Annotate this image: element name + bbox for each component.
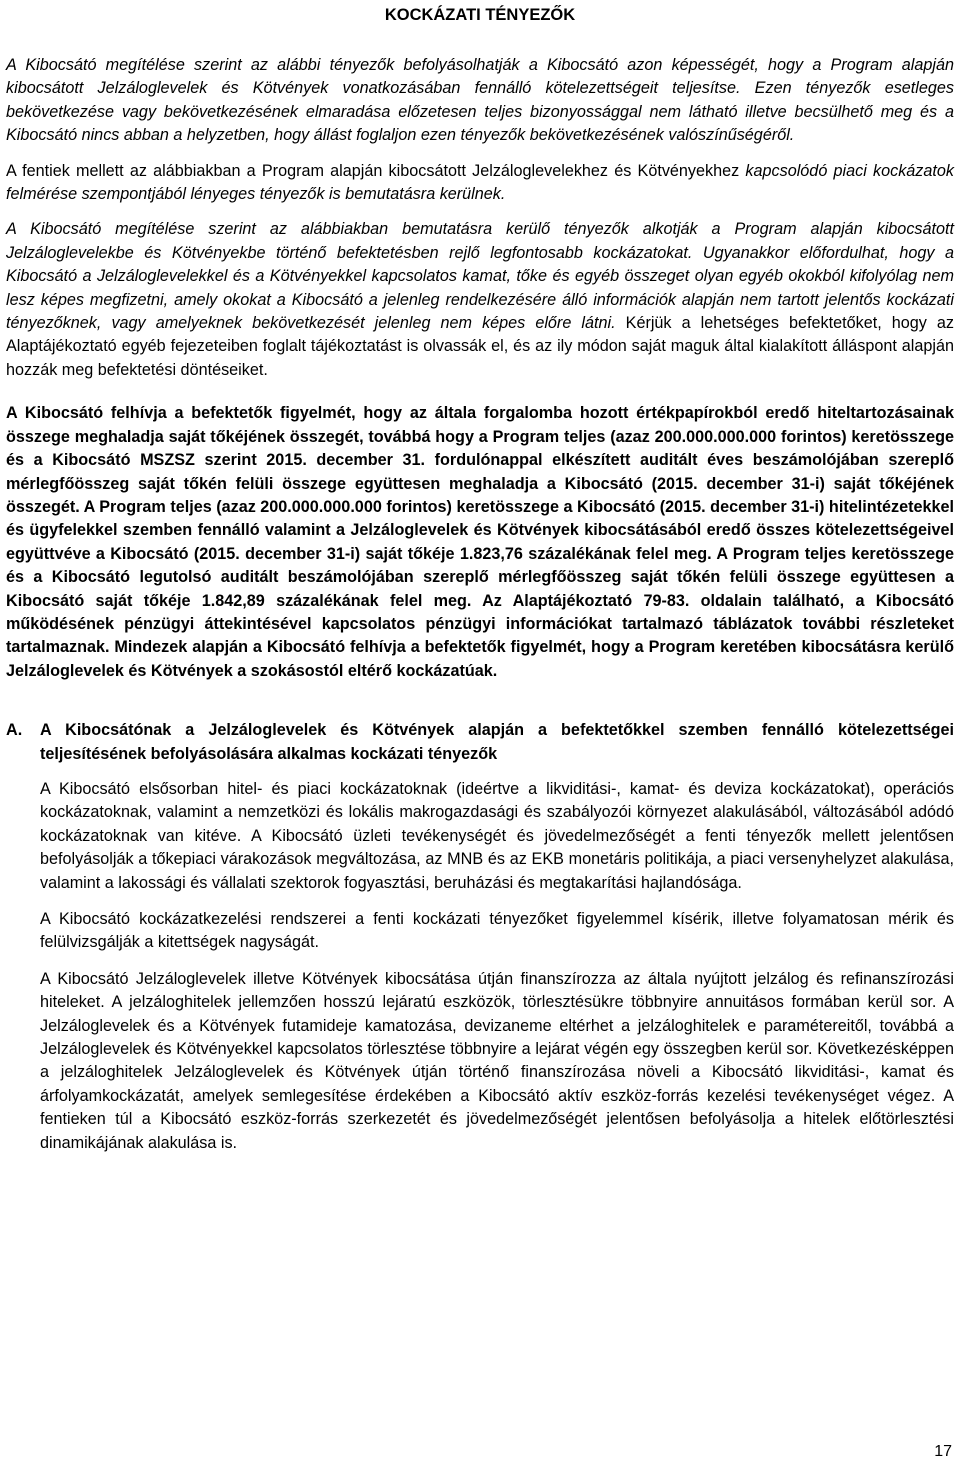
investor-warning-paragraph: A Kibocsátó felhívja a befektetők figyelmét, hogy az általa forgalomba hozott értékpapírokból eredő hiteltartozásainak összege meghaladja saját tőkéjének összegét, továbbá hogy a Program teljes (azaz 200.000.000.000 forintos) keretösszege és a Kibocsátó MSZSZ szerint 2015. december 31. fordulónappal elkészített auditált éves beszámolójában szereplő mérlegfőösszeg saját tőkén felüli összege együttesen meghaladja a Kibocsátó (2015. december 31-i) saját tőkéjének összegét. A Program teljes (azaz 200.000.000.000 forintos) keretösszege a Kibocsátó (2015. december 31-i) hitelintézetekkel és ügyfelekkel szemben fennálló valamint a Jelzáloglevelek és Kötvények kibocsátásából eredő összes kötelezettségeivel együttvéve a Kibocsátó (2015. december 31-i) saját tőkéje 1.823,76 százalékának felel meg. A Program teljes keretösszege és a Kibocsátó legutolsó auditált beszámolójában szereplő mérlegfőösszeg saját tőkén felüli összege együttesen a Kibocsátó saját tőkéje 1.842,89 százalékának felel meg. Az Alaptájékoztató 79-83. oldalain található, a Kibocsátó működésének pénzügyi áttekintésével kapcsolatos pénzügyi információkat tartalmazó táblázatok további részleteket tartalmaznak. Mindezek alapján a Kibocsátó felhívja a befektetők figyelmét, hogy a Program keretében kibocsátásra kerülő Jelzáloglevelek és Kötvények a szokásostól eltérő kockázatúak. xyxy=(6,404,954,680)
section-a-heading-text: A Kibocsátónak a Jelzáloglevelek és Kötvények alapján a befektetőkkel szemben fennálló kötelezettségei teljesítésének befolyásolására alkalmas kockázati tényezők xyxy=(40,721,954,763)
section-a-paragraph: A Kibocsátó elsősorban hitel- és piaci kockázatoknak (ideértve a likviditási-, kamat- és deviza kockázatokat), operációs kockázatoknak, valamint a nemzetközi és lokális makrogazdasági és szabályozói környezet alakulásából, változásából adódó kockázatoknak van kitéve. A Kibocsátó üzleti tevékenységét és jövedelmezőségét a fenti tényezők mellett jelentősen befolyásolják a tőkepiaci várakozások megváltozása, az MNB és az EKB monetáris politikája, a piaci versenyhelyzet alakulása, valamint a lakossági és vállalati szektorok fogyasztási, beruházási és megtakarítási hajlandósága. xyxy=(40,779,954,892)
key-risks-normal-text: Kérjük a lehetséges befektetőket, hogy az Alaptájékoztató egyéb fejezeteiben foglalt tájékoztatást is olvassák el, és az ily módon saját maguk által kialakított álláspont alapján hozzák meg befektetési döntéseiket. xyxy=(6,314,955,379)
section-a-letter: A. xyxy=(6,721,23,740)
intro-sentence-1: A Kibocsátó megítélése szerint az alábbi tényezők befolyásolhatják a Kibocsátó azon képességét, hogy a Program alapján kibocsátott Jelzáloglevelek és Kötvények vonatkozásában fennálló kötelezettségeit teljesítse. xyxy=(6,56,954,98)
key-risks-italic-text: A Kibocsátó megítélése szerint az alábbiakban bemutatásra kerülő tényezők alkotják a Program alapján kibocsátott Jelzáloglevelekbe és Kötvényekbe történő befektetésben rejlő legfontosabb kockázatokat. Ugyanakkor előfordulhat, hogy a Kibocsátó a Jelzáloglevelekkel és a Kötvényekkel kapcsolatos kamat, tőke és egyéb összeget olyan egyéb okokból kifolyólag nem lesz képes megfizetni, amely okokat a Kibocsátó a jelenleg rendelkezésére álló információk alapján nem tartott jelentős kockázati tényezőknek, vagy amelyeknek bekövetkezését jelenleg nem képes előre látni. xyxy=(6,220,954,333)
page-title: KOCKÁZATI TÉNYEZŐK xyxy=(384,6,576,24)
market-risk-normal-text: A fentiek mellett az alábbiakban a Program alapján kibocsátott Jelzáloglevelekhez és Kötvényekhez xyxy=(6,161,740,180)
section-a-heading xyxy=(6,719,954,766)
page-number: 17 xyxy=(934,1442,952,1460)
intro-sentence-2: Ezen tényezők esetleges bekövetkezése vagy bekövetkezésének elmaradása előzetesen teljes bizonyossággal nem látható illetve becsülhető meg és a Kibocsátó nincs abban a helyzetben, hogy állást foglaljon ezen tényezők bekövetkezésének valószínűségéről. xyxy=(6,79,954,145)
section-a-paragraph: A Kibocsátó kockázatkezelési rendszerei a fenti kockázati tényezőket figyelemmel kísérik, illetve folyamatosan mérik és felülvizsgálják a kitettségek nagyságát. xyxy=(40,910,954,952)
intro-paragraph xyxy=(6,54,954,148)
market-risk-italic-text: kapcsolódó piaci kockázatok felmérése szempontjából lényeges tényezők is bemutatásra kerülnek. xyxy=(6,161,954,204)
market-risk-paragraph xyxy=(6,160,954,207)
key-risks-paragraph xyxy=(6,218,954,382)
section-a-paragraph: A Kibocsátó Jelzáloglevelek illetve Kötvények kibocsátása útján finanszírozza az általa nyújtott jelzálog és refinanszírozási hiteleket. A jelzáloghitelek jellemzően hosszú lejáratú eszközök, törlesztésükre többnyire annuitásos formában kerül sor. A Jelzáloglevelek és a Kötvények futamideje kamatozása, devizaneme eltérhet a jelzáloghitelek e paramétereitől, továbbá a Jelzáloglevelek és Kötvényekkel kapcsolatos törlesztése többnyire a lejárat végén egy összegben kerül sor. Következésképpen a jelzáloghitelek Jelzáloglevelek és Kötvények útján történő finanszírozása növeli a Kibocsátó likviditási-, kamat és árfolyamkockázatát, amelyek semlegesítése érdekében a Kibocsátó aktív eszköz-forrás kezelési tevékenységet végez. A fentieken túl a Kibocsátó eszköz-forrás szerkezetét és jövedelmezőségét jelentősen befolyásolja a hitelek előtörlesztési dinamikájának alakulása is. xyxy=(40,969,954,1152)
